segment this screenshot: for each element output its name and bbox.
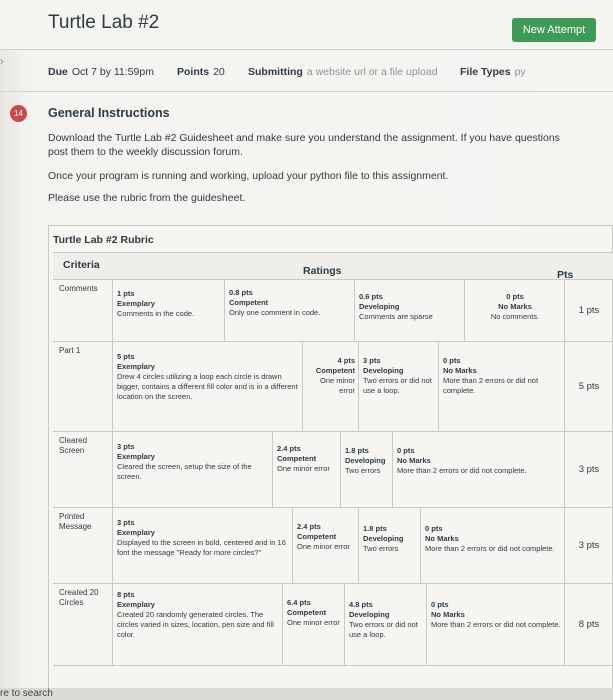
instructions-title: General Instructions	[48, 106, 170, 120]
rating-description: Two errors or did not use a loop.	[349, 620, 418, 639]
rating-level: Developing	[363, 366, 404, 375]
rating-level: Developing	[359, 302, 400, 311]
rating-description: Comments are sparse	[359, 312, 433, 321]
rating-level: Competent	[277, 454, 317, 463]
rubric-caption: Turtle Lab #2 Rubric	[53, 234, 154, 246]
rating-points: 3 pts	[117, 442, 135, 451]
rubric-row-comments	[53, 280, 613, 342]
due-date	[48, 66, 154, 78]
rating-points: 0.8 pts	[229, 288, 253, 297]
file-types	[460, 66, 526, 78]
rating-description: One minor error	[277, 464, 330, 473]
rating-cell	[465, 280, 565, 341]
rating-description: More than 2 errors or did not complete.	[397, 466, 527, 475]
rating-level: Exemplary	[117, 362, 155, 371]
rating-points: 1.8 pts	[363, 524, 387, 533]
criterion-label: Part 1	[53, 342, 113, 431]
ratings-header: Ratings	[303, 265, 342, 277]
rating-cell	[345, 584, 427, 665]
rating-points: 0 pts	[506, 292, 524, 301]
rating-cell	[113, 280, 225, 341]
rating-points: 3 pts	[363, 356, 381, 365]
rating-cell	[225, 280, 355, 341]
criterion-label: Printed Message	[53, 508, 113, 583]
rating-points: 5 pts	[117, 352, 135, 361]
criterion-label: Cleared Screen	[53, 432, 113, 507]
rating-level: Competent	[229, 298, 269, 307]
rubric-row-created-20-circles	[53, 584, 613, 666]
rating-level: Competent	[315, 366, 355, 375]
rating-level: Developing	[363, 534, 404, 543]
rating-description: More than 2 errors or did not complete.	[431, 620, 561, 629]
rating-description: More than 2 errors or did not complete.	[425, 544, 555, 553]
criterion-label: Created 20 Circles	[53, 584, 113, 665]
rubric-header-row	[53, 252, 613, 280]
rating-points: 0 pts	[397, 446, 415, 455]
rating-cell	[113, 508, 293, 583]
rating-cell	[113, 342, 303, 431]
rating-level: Exemplary	[117, 452, 155, 461]
rating-cell	[427, 584, 565, 665]
rating-level: No Marks	[443, 366, 477, 375]
rating-points: 3 pts	[117, 518, 135, 527]
criterion-label: Comments	[53, 280, 113, 341]
rating-level: Exemplary	[117, 299, 155, 308]
new-attempt-button[interactable]: New Attempt	[512, 18, 596, 42]
rating-description: More than 2 errors or did not complete.	[443, 376, 539, 395]
rating-points: 2.4 pts	[297, 522, 321, 531]
rating-description: No comments.	[490, 312, 540, 321]
rating-description: Cleared the screen, setup the size of the screen.	[117, 462, 252, 481]
rating-description: Only one comment in code.	[229, 308, 321, 317]
rating-level: No Marks	[498, 302, 532, 311]
rating-points: 0 pts	[425, 524, 443, 533]
rating-cell	[113, 584, 283, 665]
instructions-paragraph-3: Please use the rubric from the guidesheet.	[48, 192, 246, 204]
due-label: Due	[48, 66, 68, 78]
rating-points: 4.8 pts	[349, 600, 373, 609]
rating-level: Exemplary	[117, 600, 155, 609]
rubric-row-part-1	[53, 342, 613, 432]
rating-cell	[273, 432, 341, 507]
submitting	[248, 66, 438, 78]
rating-description: Two errors or did not use a loop.	[363, 376, 432, 395]
submitting-value: a website url or a file upload	[306, 66, 438, 78]
rating-level: Competent	[297, 532, 337, 541]
rating-cell	[341, 432, 393, 507]
rubric-row-cleared-screen	[53, 432, 613, 508]
rating-points: 1.8 pts	[345, 446, 369, 455]
rating-cell	[293, 508, 359, 583]
criterion-points: 1 pts	[578, 305, 600, 316]
rating-description: Two errors	[345, 466, 381, 475]
taskbar-search-input[interactable]: re to search	[0, 688, 53, 699]
rating-description: One minor error	[287, 618, 340, 627]
rating-cell	[355, 280, 465, 341]
file-types-value: py	[514, 66, 526, 78]
rating-level: Exemplary	[117, 528, 155, 537]
file-types-label: File Types	[460, 66, 511, 78]
criterion-points: 3 pts	[578, 540, 600, 551]
rating-description: Two errors	[363, 544, 399, 553]
rating-level: No Marks	[431, 610, 465, 619]
criterion-points: 8 pts	[578, 619, 600, 630]
instructions-paragraph-1: Download the Turtle Lab #2 Guidesheet and make sure you understand the assignment. If you have questions post them to the weekly discussion forum.	[48, 132, 560, 158]
rating-level: No Marks	[397, 456, 431, 465]
rubric-table	[48, 225, 613, 700]
page-title: Turtle Lab #2	[48, 12, 160, 33]
rating-level: Developing	[345, 456, 386, 465]
due-value: Oct 7 by 11:59pm	[71, 66, 154, 78]
rubric-row-printed-message	[53, 508, 613, 584]
notification-badge[interactable]: 14	[10, 105, 27, 122]
criteria-header: Criteria	[63, 259, 100, 271]
rating-points: 0 pts	[431, 600, 449, 609]
rating-points: 6.4 pts	[287, 598, 311, 607]
rating-cell	[359, 342, 439, 431]
instructions-paragraph-2: Once your program is running and working, upload your python file to this assignment.	[48, 170, 449, 182]
rating-level: No Marks	[425, 534, 459, 543]
criterion-points: 3 pts	[578, 464, 600, 475]
rating-description: Comments in the code.	[117, 309, 195, 318]
rating-description: Displayed to the screen in bold, centered and in 16 font the message "Ready for more circles?"	[117, 538, 286, 557]
rating-cell	[359, 508, 421, 583]
rating-description: One minor error	[319, 376, 355, 395]
rating-cell	[421, 508, 565, 583]
rating-points: 8 pts	[117, 590, 135, 599]
points-value: 20	[213, 66, 225, 78]
taskbar	[0, 688, 613, 700]
points-label: Points	[177, 66, 210, 78]
collapse-arrow-icon[interactable]: ›	[0, 56, 4, 68]
rating-cell	[439, 342, 565, 431]
criterion-points: 5 pts	[578, 381, 600, 392]
submitting-label: Submitting	[248, 66, 303, 78]
rating-cell	[393, 432, 565, 507]
rating-points: 0 pts	[443, 356, 461, 365]
assignment-details	[0, 52, 613, 92]
rating-cell	[113, 432, 273, 507]
points	[177, 66, 225, 78]
rating-level: Developing	[349, 610, 390, 619]
rating-description: One minor error	[297, 542, 350, 551]
rating-cell	[303, 342, 359, 431]
rating-description: Created 20 randomly generated circles. The circles varied in sizes, location, pen size and fill color.	[117, 610, 274, 639]
rating-description: Drew 4 circles utilizing a loop each circle is drawn bigger, contains a different fill color and is in a different location on the screen.	[117, 372, 298, 401]
rating-level: Competent	[287, 608, 327, 617]
pts-header: Pts	[557, 269, 574, 281]
rating-cell	[283, 584, 345, 665]
rating-points: 2.4 pts	[277, 444, 301, 453]
rating-points: 0.6 pts	[359, 292, 383, 301]
page-header	[0, 0, 613, 50]
rating-points: 4 pts	[337, 356, 355, 365]
rating-points: 1 pts	[117, 289, 135, 298]
